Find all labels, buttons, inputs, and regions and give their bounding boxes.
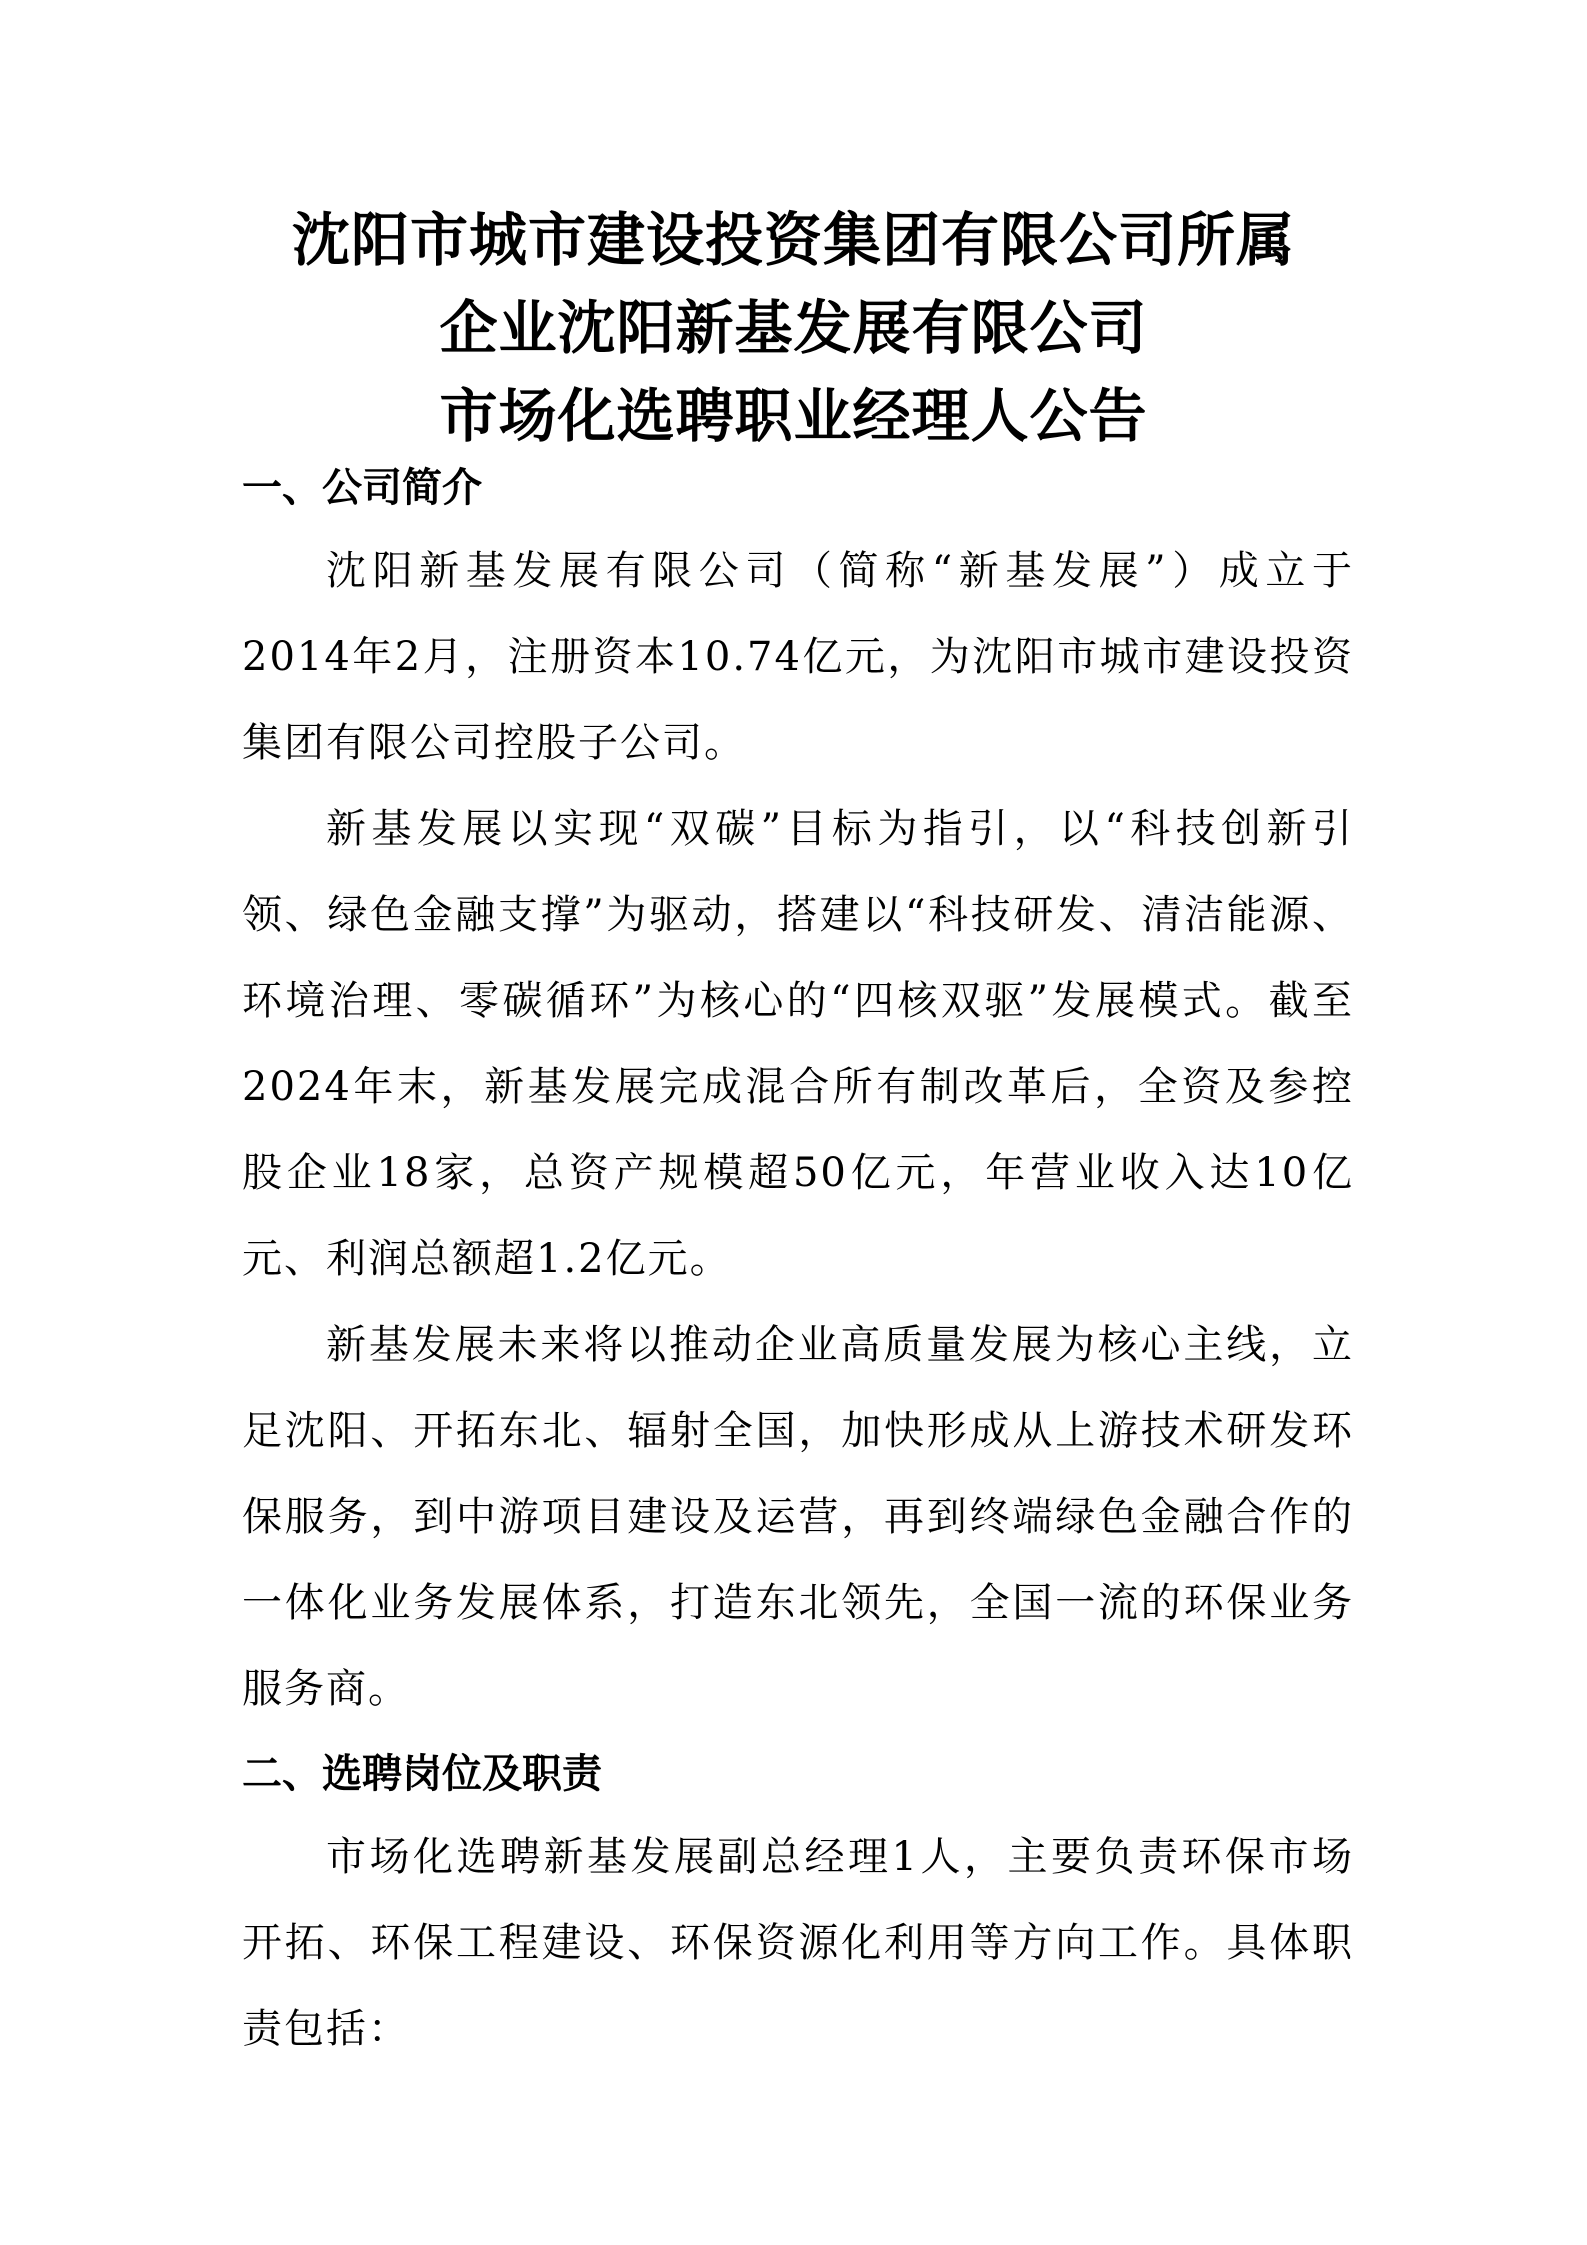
section-position-duties (242, 1734, 1354, 2072)
paragraph: 沈阳新基发展有限公司（简称“新基发展”）成立于2014年2月，注册资本10.74亿元，为沈阳市城市建设投资集团有限公司控股子公司。 (242, 548, 1354, 766)
title-line-1: 沈阳市城市建设投资集团有限公司所属 (291, 206, 1295, 274)
section-company-intro (242, 448, 1354, 1732)
title-line-3: 市场化选聘职业经理人公告 (439, 382, 1148, 450)
document-body (242, 448, 1354, 2072)
title-line-2: 企业沈阳新基发展有限公司 (439, 294, 1148, 362)
section-heading: 一、公司简介 (242, 465, 482, 511)
paragraph: 市场化选聘新基发展副总经理1人，主要负责环保市场开拓、环保工程建设、环保资源化利用等方向工作。具体职责包括： (242, 1834, 1354, 2052)
paragraph: 新基发展未来将以推动企业高质量发展为核心主线，立足沈阳、开拓东北、辐射全国，加快形成从上游技术研发环保服务，到中游项目建设及运营，再到终端绿色金融合作的一体化业务发展体系，打造东北领先，全国一流的环保业务服务商。 (242, 1322, 1354, 1712)
document-title (0, 196, 1587, 460)
section-heading: 二、选聘岗位及职责 (242, 1751, 602, 1797)
paragraph: 新基发展以实现“双碳”目标为指引，以“科技创新引领、绿色金融支撑”为驱动，搭建以“科技研发、清洁能源、环境治理、零碳循环”为核心的“四核双驱”发展模式。截至2024年末，新基发展完成混合所有制改革后，全资及参控股企业18家，总资产规模超50亿元，年营业收入达10亿元、利润总额超1.2亿元。 (242, 806, 1354, 1282)
